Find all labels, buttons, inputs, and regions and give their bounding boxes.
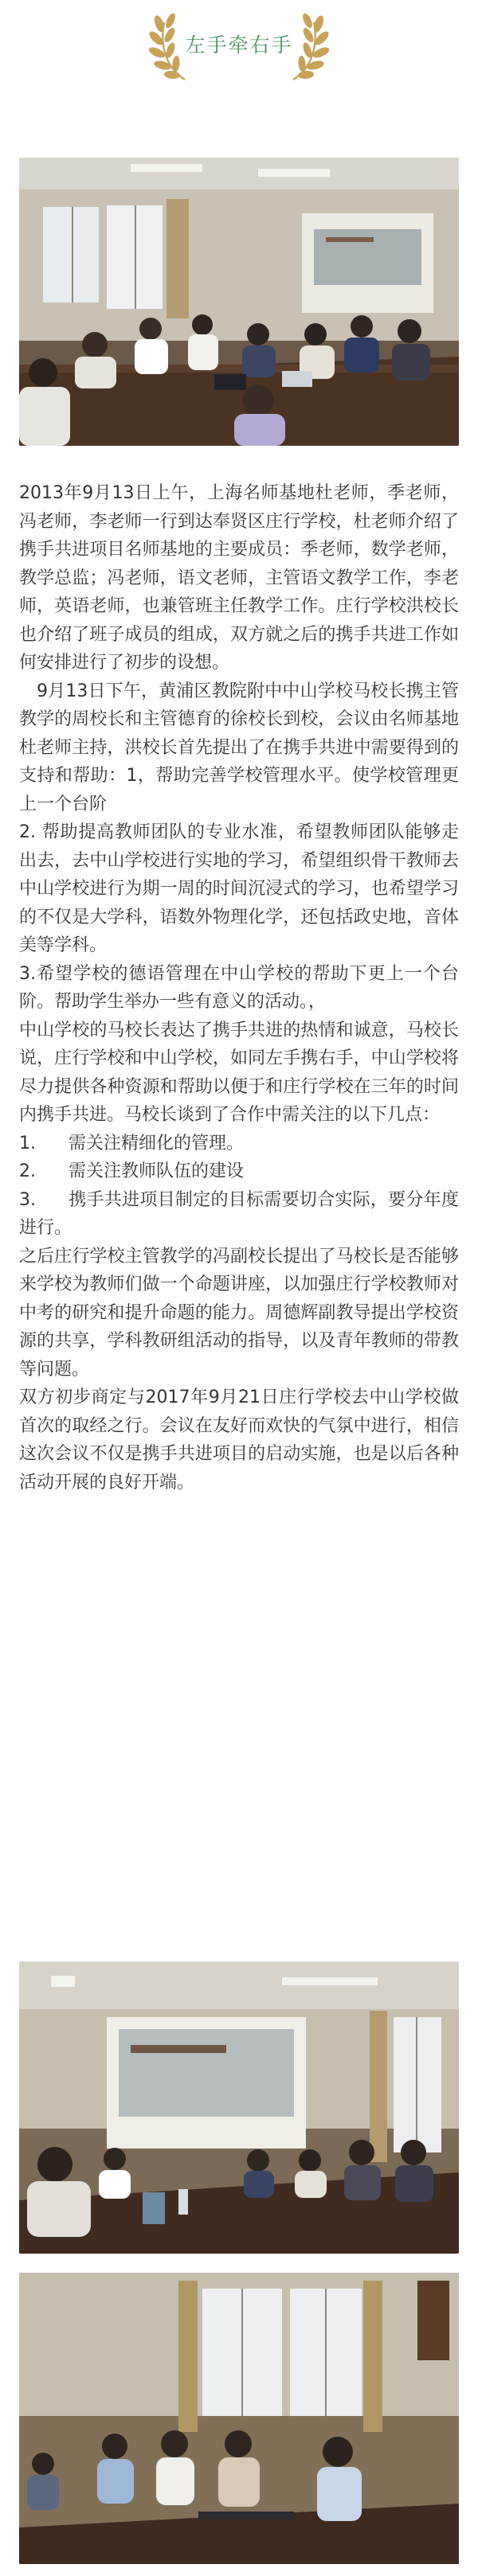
paragraph: 3.希望学校的德语管理在中山学校的帮助下更上一个台阶。帮助学生举办一些有意义的活动。，	[19, 963, 459, 1012]
list-item	[19, 1157, 459, 1186]
paragraph: 中山学校的马校长表达了携手共进的热情和诚意，马校长说，庄行学校和中山学校，如同左手携右手，中山学校将尽力提供各种资源和帮助以便于和庄行学校在三年的时间内携手共进。马校长谈到了合作中需关注的以下几点：	[19, 1020, 459, 1125]
list-item	[19, 1130, 459, 1158]
list-number: 2.	[19, 1161, 36, 1181]
list-text: 需关注精细化的管理。	[69, 1133, 245, 1153]
meeting-photo-middle	[19, 1961, 459, 2254]
list-number: 3.	[19, 1189, 36, 1210]
paragraph: 之后庄行学校主管教学的冯副校长提出了马校长是否能够来学校为教师们做一个命题讲座，以加强庄行学校教师对中考的研究和提升命题的能力。周德辉副教导提出学校资源的共享，学科教研组活动的指导，以及青年教师的带教等问题。	[19, 1246, 459, 1380]
paragraph: 9月13日下午，黄浦区教院附中中山学校马校长携主管教学的周校长和主管德育的徐校长到校，会议由名师基地杜老师主持，洪校长首先提出了在携手共进中需要得到的支持和帮助：1，帮助完善学校管理水平。使学校管理更上一个台阶	[19, 681, 459, 814]
list-number: 1.	[19, 1133, 36, 1153]
list-item	[19, 1186, 459, 1243]
paragraph: 2. 帮助提高教师团队的专业水准，希望教师团队能够走出去，去中山学校进行实地的学习，希望组织骨干教师去中山学校进行为期一周的时间沉浸式的学习，也希望学习的不仅是大学科，语数外物理化学，还包括政史地，音体美等学科。	[19, 822, 459, 955]
list-text: 需关注教师队伍的建设	[69, 1161, 245, 1181]
page-title: 左手牵右手	[185, 33, 293, 57]
paragraph: 2013年9月13日上午，上海名师基地杜老师，季老师，冯老师，李老师一行到达奉贤区庄行学校，杜老师介绍了携手共进项目名师基地的主要成员：季老师，数学老师，教学总监；冯老师，语文老师，主管语文教学工作，李老师，英语老师，也兼管班主任教学工作。庄行学校洪校长也介绍了班子成员的组成，双方就之后的携手共进工作如何安排进行了初步的设想。	[19, 483, 459, 673]
meeting-photo-top	[19, 158, 459, 446]
meeting-photo-bottom	[19, 2273, 459, 2564]
article-body	[19, 479, 459, 1497]
paragraph: 双方初步商定与2017年9月21日庄行学校去中山学校做首次的取经之行。会议在友好而欢快的气氛中进行，相信这次会议不仅是携手共进项目的启动实施，也是以后各种活动开展的良好开端。	[19, 1388, 459, 1493]
header	[0, 0, 478, 88]
list-text: 携手共进项目制定的目标需要切合实际，要分年度进行。	[19, 1189, 459, 1238]
